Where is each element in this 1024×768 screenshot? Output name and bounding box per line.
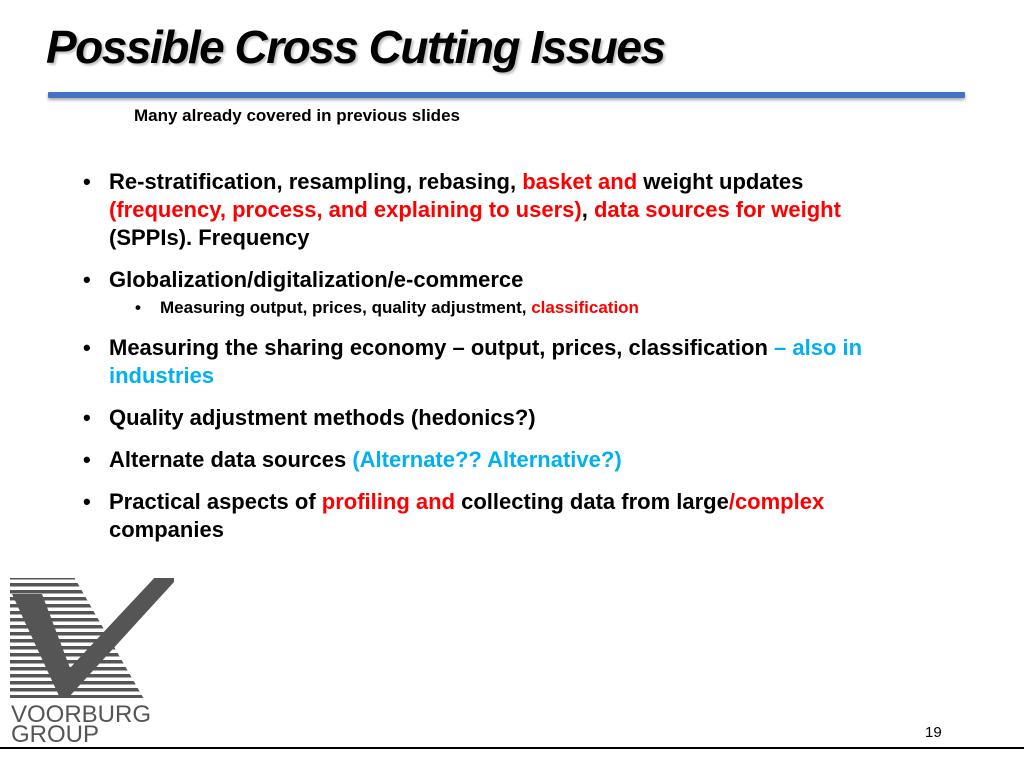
highlight-red: /complex [728,489,825,514]
page-number: 19 [925,724,942,741]
voorburg-group-logo [8,576,174,744]
bullet-marker: • [83,405,91,430]
highlight-red: profiling and [321,489,455,514]
bullet-item [80,446,920,474]
bullet-marker: • [83,335,91,360]
footer-divider [0,747,1024,749]
slide-subtitle: Many already covered in previous slides [134,106,460,125]
bullet-text: (SPPIs). Frequency [109,225,310,250]
sub-bullet-list [109,296,920,320]
bullet-text: Measuring the sharing economy – output, prices, classification [109,335,775,360]
sub-bullet-text: Measuring output, prices, quality adjustment, [160,298,532,317]
bullet-text: collecting data from large [454,489,729,514]
bullet-text: Re-stratification, resampling, rebasing, [109,169,523,194]
bullet-marker: • [83,267,91,292]
slide-title: Possible Cross Cutting Issues [46,21,665,73]
bullet-text: Globalization/digitalization/e-commerce [109,267,524,292]
bullet-text: weight updates [637,169,804,194]
sub-bullet-item [135,296,920,320]
bullet-text: Quality adjustment methods (hedonics?) [109,405,536,430]
logo-text-voorburg: VOORBURG [11,701,152,728]
bullet-text: Alternate data sources [109,447,353,472]
bullet-list [80,168,920,558]
highlight-red: basket and [522,169,638,194]
bullet-marker: • [83,169,91,194]
bullet-item [80,404,920,432]
highlight-red: data sources for weight [593,197,841,222]
highlight-blue: (Alternate?? Alternative?) [352,447,622,472]
bullet-text: companies [109,517,224,542]
bullet-marker: • [83,447,91,472]
bullet-item [80,334,920,390]
bullet-item [80,488,920,544]
highlight-red: classification [531,298,639,317]
highlight-blue: – also in industries [109,335,863,388]
sub-bullet-marker: • [135,298,141,317]
logo-text-group: GROUP [11,721,100,744]
highlight-red: (frequency, process, and explaining to users) [109,197,582,222]
bullet-item [80,168,920,252]
bullet-marker: • [83,489,91,514]
title-underline [48,92,965,98]
bullet-text: Practical aspects of [109,489,322,514]
bullet-item [80,266,920,320]
logo-mark [10,576,174,706]
bullet-text: , [581,197,594,222]
